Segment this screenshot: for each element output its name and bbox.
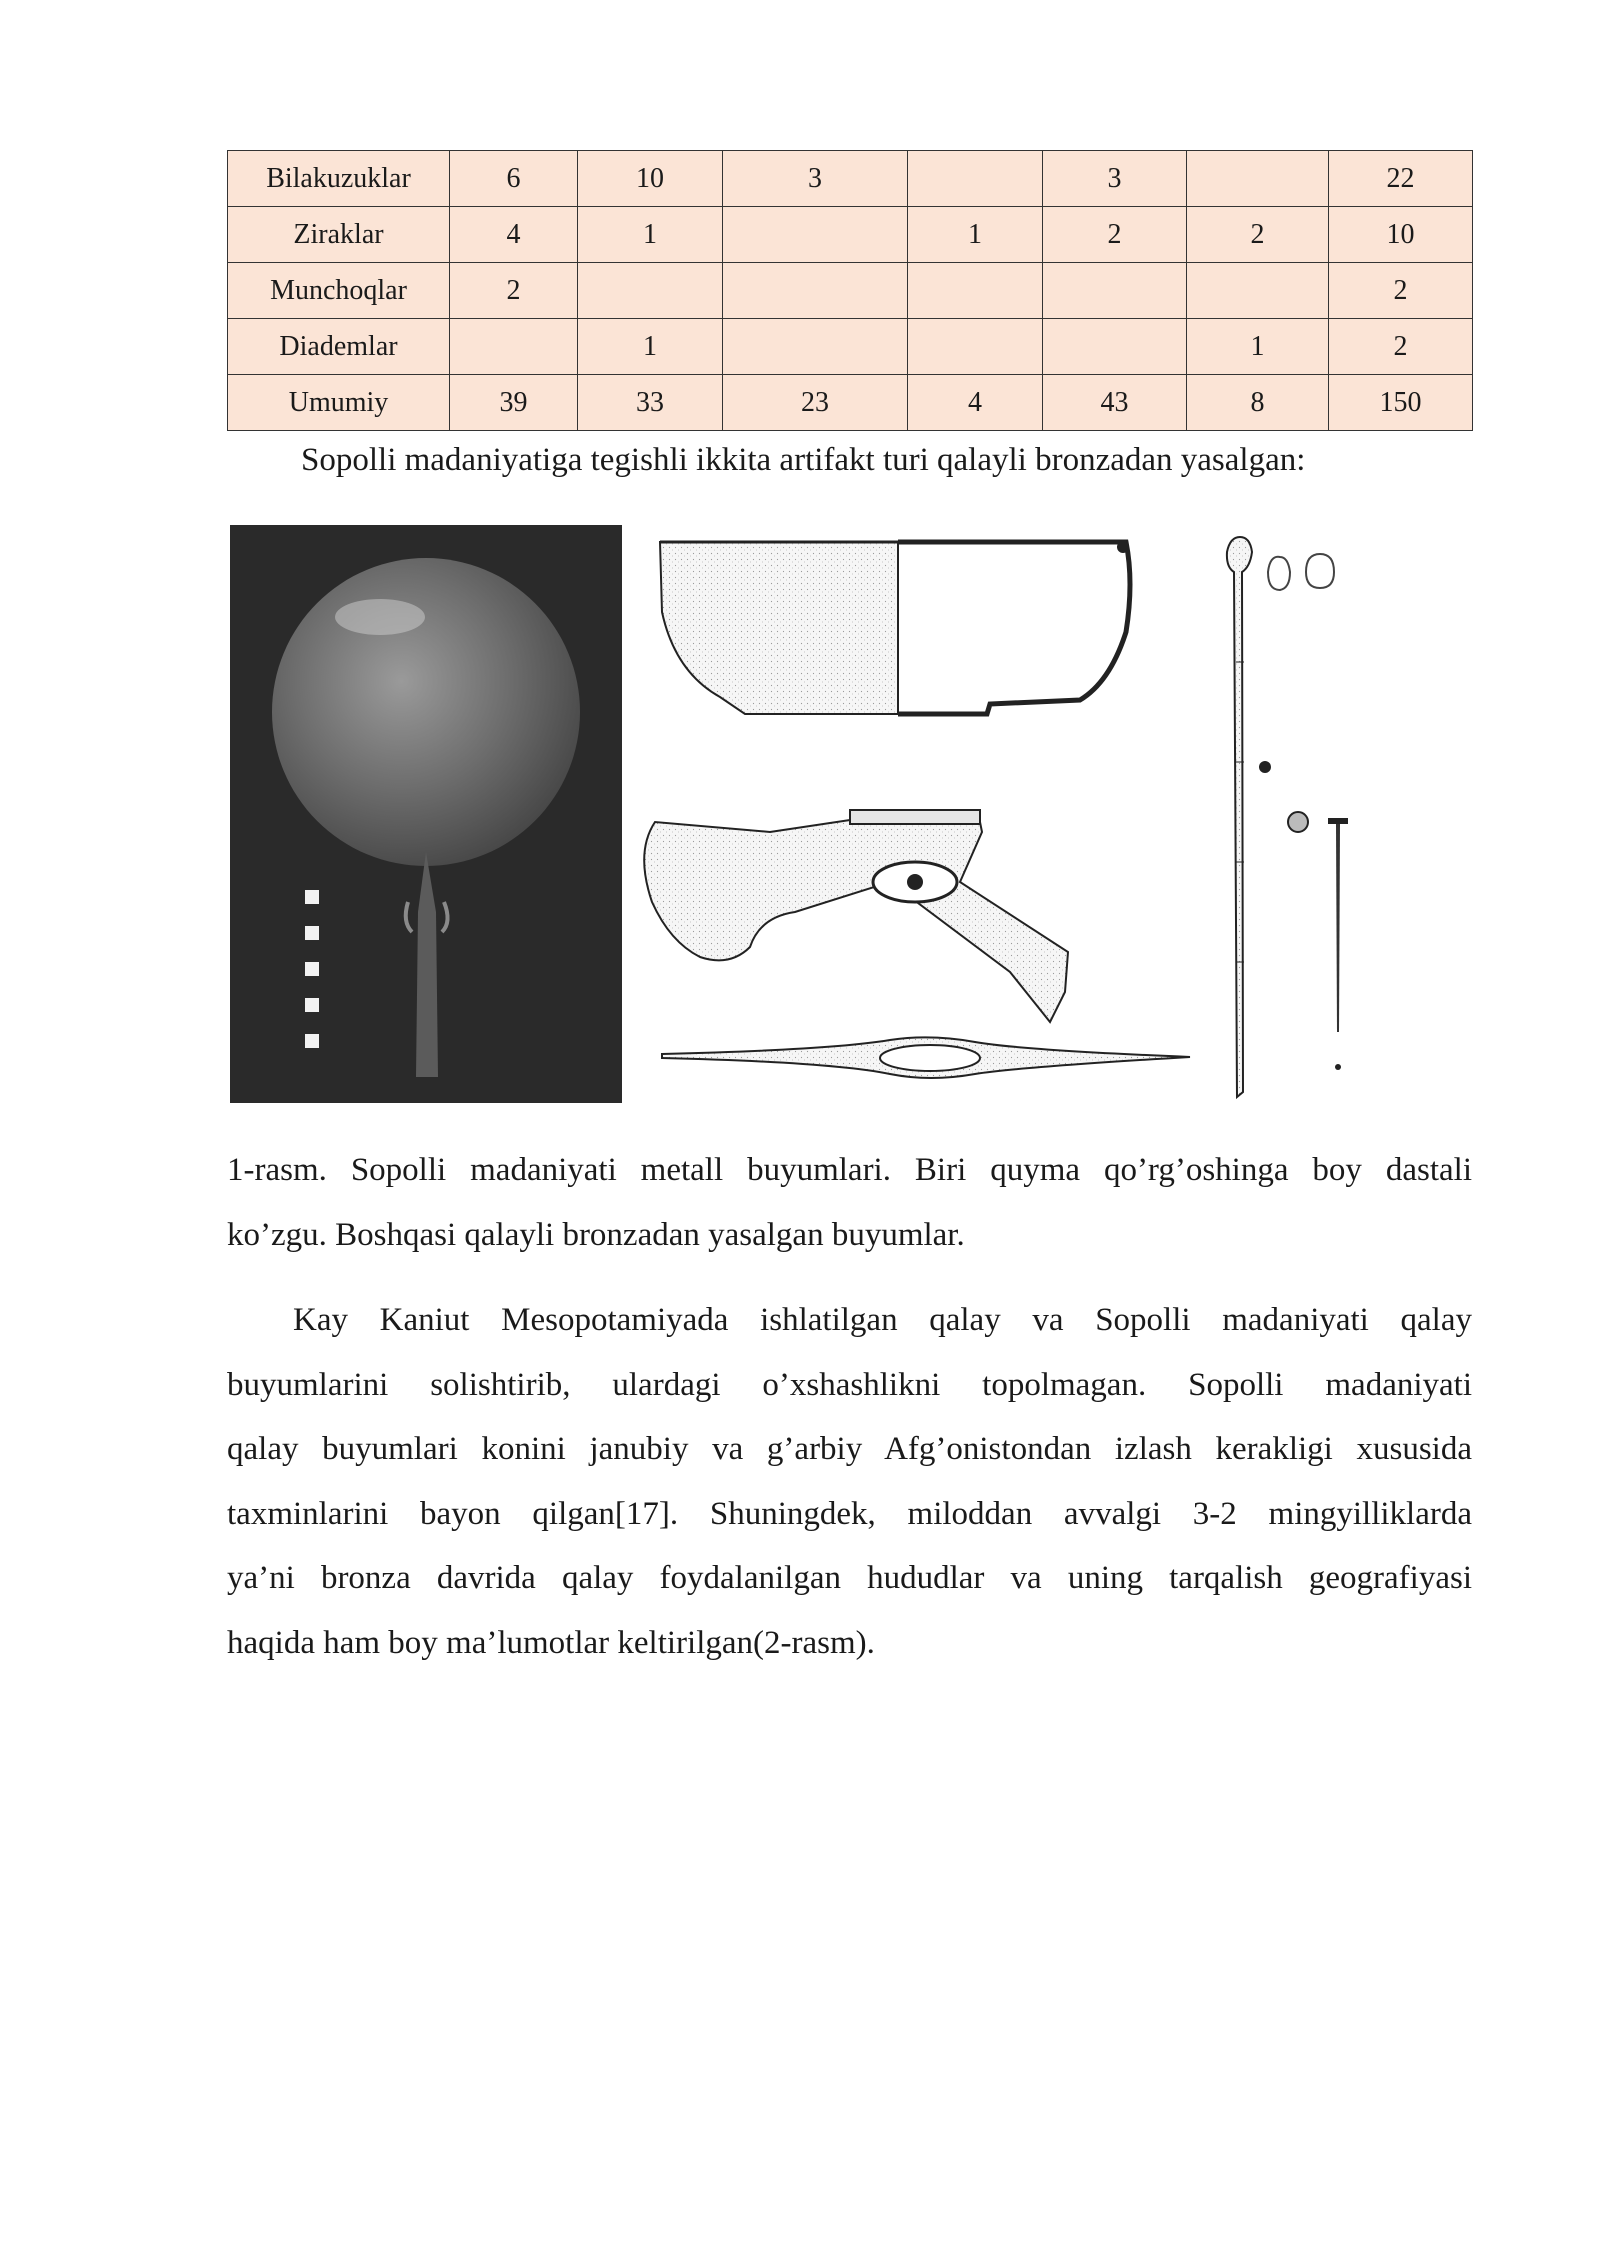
table-cell bbox=[723, 207, 908, 263]
paragraph-line: ya’ni bronza davrida qalay foydalanilgan hududlar va uning tarqalish geografiyasi bbox=[227, 1560, 1472, 1596]
mirror-photo bbox=[230, 525, 622, 1103]
table-cell bbox=[578, 263, 723, 319]
table-cell: 8 bbox=[1187, 375, 1329, 431]
table-cell bbox=[908, 319, 1043, 375]
table-cell bbox=[1187, 263, 1329, 319]
figure-caption-line-1: 1-rasm. Sopolli madaniyati metall buyumlari. Biri quyma qo’rg’oshinga boy dastali bbox=[227, 1152, 1472, 1188]
paragraph-line: haqida ham boy ma’lumotlar keltirilgan(2-rasm). bbox=[227, 1624, 875, 1661]
table-cell bbox=[1043, 319, 1187, 375]
table-cell: 10 bbox=[1329, 207, 1473, 263]
artifacts-figure bbox=[230, 522, 1360, 1104]
paragraph-line: buyumlarini solishtirib, ulardagi o’xshashlikni topolmagan. Sopolli madaniyati bbox=[227, 1366, 1472, 1403]
paragraph-line: Kay Kaniut Mesopotamiyada ishlatilgan qalay va Sopolli madaniyati qalay bbox=[293, 1302, 1472, 1338]
figure-caption-line-2: ko’zgu. Boshqasi qalayli bronzadan yasalgan buyumlar. bbox=[227, 1217, 965, 1253]
table-row bbox=[228, 375, 1473, 431]
table-cell bbox=[723, 319, 908, 375]
data-table bbox=[227, 150, 1473, 431]
table-cell: 2 bbox=[450, 263, 578, 319]
table-cell: 1 bbox=[578, 319, 723, 375]
row-label: Bilakuzuklar bbox=[228, 151, 450, 207]
table-row bbox=[228, 319, 1473, 375]
table-cell: 4 bbox=[908, 375, 1043, 431]
table-cell bbox=[1187, 151, 1329, 207]
bowl-drawing bbox=[660, 540, 1130, 716]
table-cell: 39 bbox=[450, 375, 578, 431]
body-paragraph bbox=[227, 1300, 1472, 1687]
data-table-container bbox=[227, 150, 1472, 431]
table-row bbox=[228, 263, 1473, 319]
table-cell: 43 bbox=[1043, 375, 1187, 431]
table-cell: 33 bbox=[578, 375, 723, 431]
table-cell bbox=[908, 263, 1043, 319]
table-cell: 1 bbox=[1187, 319, 1329, 375]
table-cell: 22 bbox=[1329, 151, 1473, 207]
table-cell: 23 bbox=[723, 375, 908, 431]
table-cell: 1 bbox=[908, 207, 1043, 263]
paragraph-line: taxminlarini bayon qilgan[17]. Shuningdek, miloddan avvalgi 3-2 mingyilliklarda bbox=[227, 1495, 1472, 1532]
table-cell: 2 bbox=[1329, 263, 1473, 319]
table-cell: 2 bbox=[1043, 207, 1187, 263]
row-label: Munchoqlar bbox=[228, 263, 450, 319]
table-cell bbox=[1043, 263, 1187, 319]
table-cell: 150 bbox=[1329, 375, 1473, 431]
paragraph-line: qalay buyumlari konini janubiy va g’arbiy Afg’onistondan izlash kerakligi xususida bbox=[227, 1431, 1472, 1467]
axe-drawing bbox=[644, 810, 1068, 1022]
table-row bbox=[228, 207, 1473, 263]
table-cell: 2 bbox=[1329, 319, 1473, 375]
table-cell bbox=[450, 319, 578, 375]
table-cell: 6 bbox=[450, 151, 578, 207]
table-cell: 10 bbox=[578, 151, 723, 207]
table-cell: 3 bbox=[1043, 151, 1187, 207]
row-label: Ziraklar bbox=[228, 207, 450, 263]
pin-drawing bbox=[1227, 537, 1334, 1097]
row-label: Diademlar bbox=[228, 319, 450, 375]
intro-text: Sopolli madaniyatiga tegishli ikkita artifakt turi qalayli bronzadan yasalgan: bbox=[301, 442, 1306, 478]
table-cell: 2 bbox=[1187, 207, 1329, 263]
spearhead-drawing bbox=[662, 1037, 1190, 1078]
small-pin-drawing bbox=[1288, 812, 1348, 1070]
table-cell: 1 bbox=[578, 207, 723, 263]
table-cell: 3 bbox=[723, 151, 908, 207]
table-cell: 4 bbox=[450, 207, 578, 263]
table-row bbox=[228, 151, 1473, 207]
table-cell bbox=[723, 263, 908, 319]
table-cell bbox=[908, 151, 1043, 207]
row-label: Umumiy bbox=[228, 375, 450, 431]
